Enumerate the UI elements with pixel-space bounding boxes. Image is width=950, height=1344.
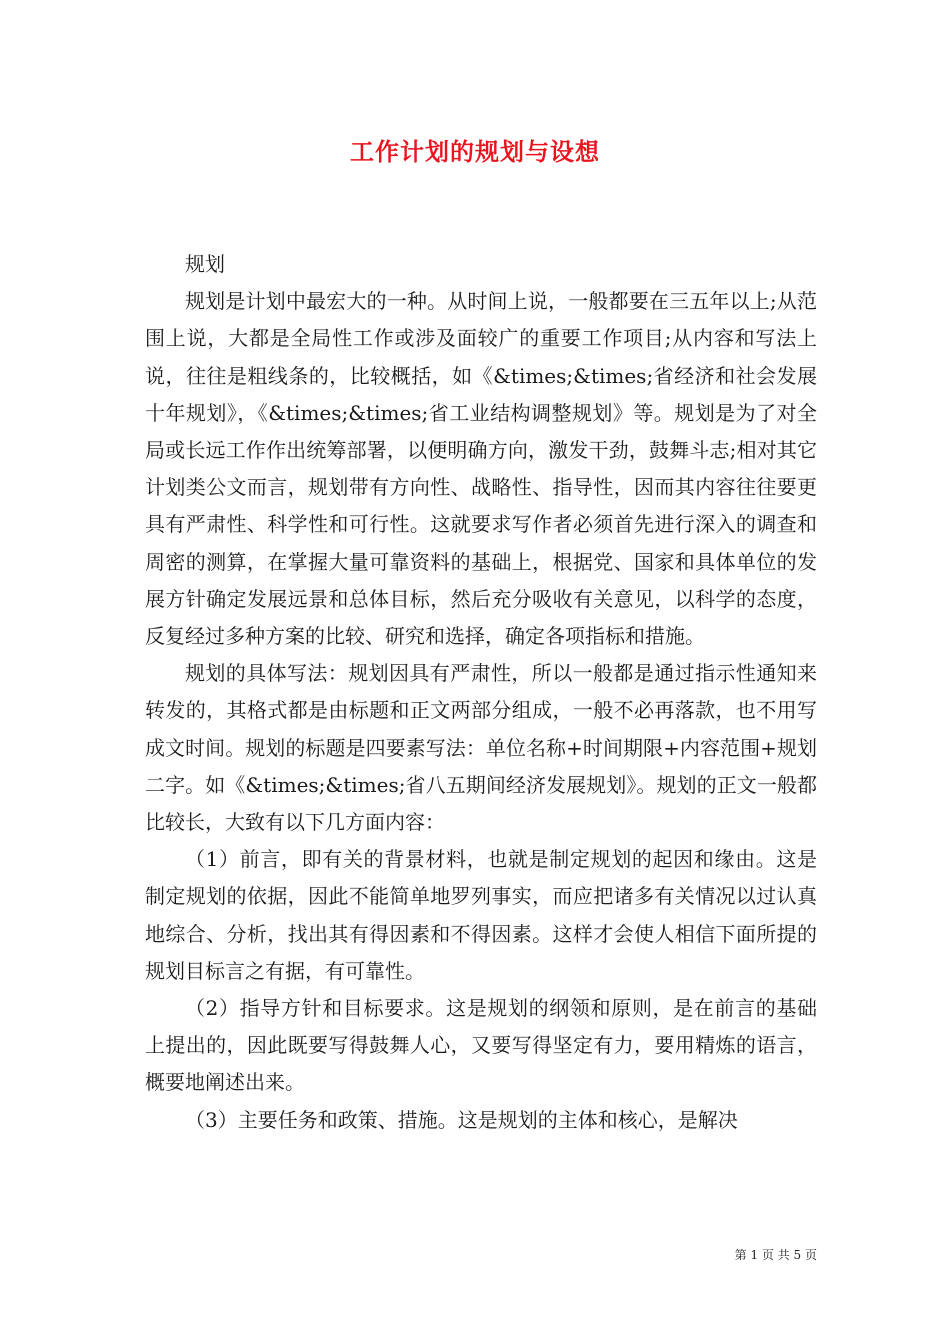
- paragraph: （3）主要任务和政策、措施。这是规划的主体和核心，是解决: [185, 1107, 738, 1132]
- paragraph: 规划是计划中最宏大的一种。从时间上说，一般都要在三五年以上;从范围上说，大都是全局性工作或涉及面较广的重要工作项目;从内容和写法上说，往往是粗线条的，比较概括，如《&times;&times;省经济和社会发展十年规划》，《&times;&times;省工业结构调整规划》等。规划是为了对全局或长远工作作出统筹部署，以便明确方向，激发干劲，鼓舞斗志;相对其它计划类公文而言，规划带有方向性、战略性、指导性，因而其内容往往要更具有严肃性、科学性和可行性。这就要求写作者必须首先进行深入的调查和周密的测算，在掌握大量可靠资料的基础上，根据党、国家和具体单位的发展方针确定发展远景和总体目标，然后充分吸收有关意见，以科学的态度，反复经过多种方案的比较、研究和选择，确定各项指标和措施。: [145, 289, 817, 649]
- document-title: 工作计划的规划与设想: [350, 137, 600, 166]
- paragraph: （1）前言，即有关的背景材料，也就是制定规划的起因和缘由。这是制定规划的依据，因此不能简单地罗列事实，而应把诸多有关情况以过认真地综合、分析，找出其有得因素和不得因素。这样才会使人相信下面所提的规划目标言之有据，有可靠性。: [145, 847, 817, 983]
- document-body: [145, 246, 817, 1139]
- paragraph: 规划的具体写法：规划因具有严肃性，所以一般都是通过指示性通知来转发的，其格式都是由标题和正文两部分组成，一般不必再落款，也不用写成文时间。规划的标题是四要素写法：单位名称+时间期限+内容范围+规划二字。如《&times;&times;省八五期间经济发展规划》。规划的正文一般都比较长，大致有以下几方面内容：: [145, 661, 817, 835]
- section-heading: 规划: [185, 252, 225, 276]
- page-number: 第 1 页 共 5 页: [734, 1248, 817, 1262]
- paragraph: （2）指导方针和目标要求。这是规划的纲领和原则，是在前言的基础上提出的，因此既要写得鼓舞人心，又要写得坚定有力，要用精炼的语言，概要地阐述出来。: [145, 996, 817, 1095]
